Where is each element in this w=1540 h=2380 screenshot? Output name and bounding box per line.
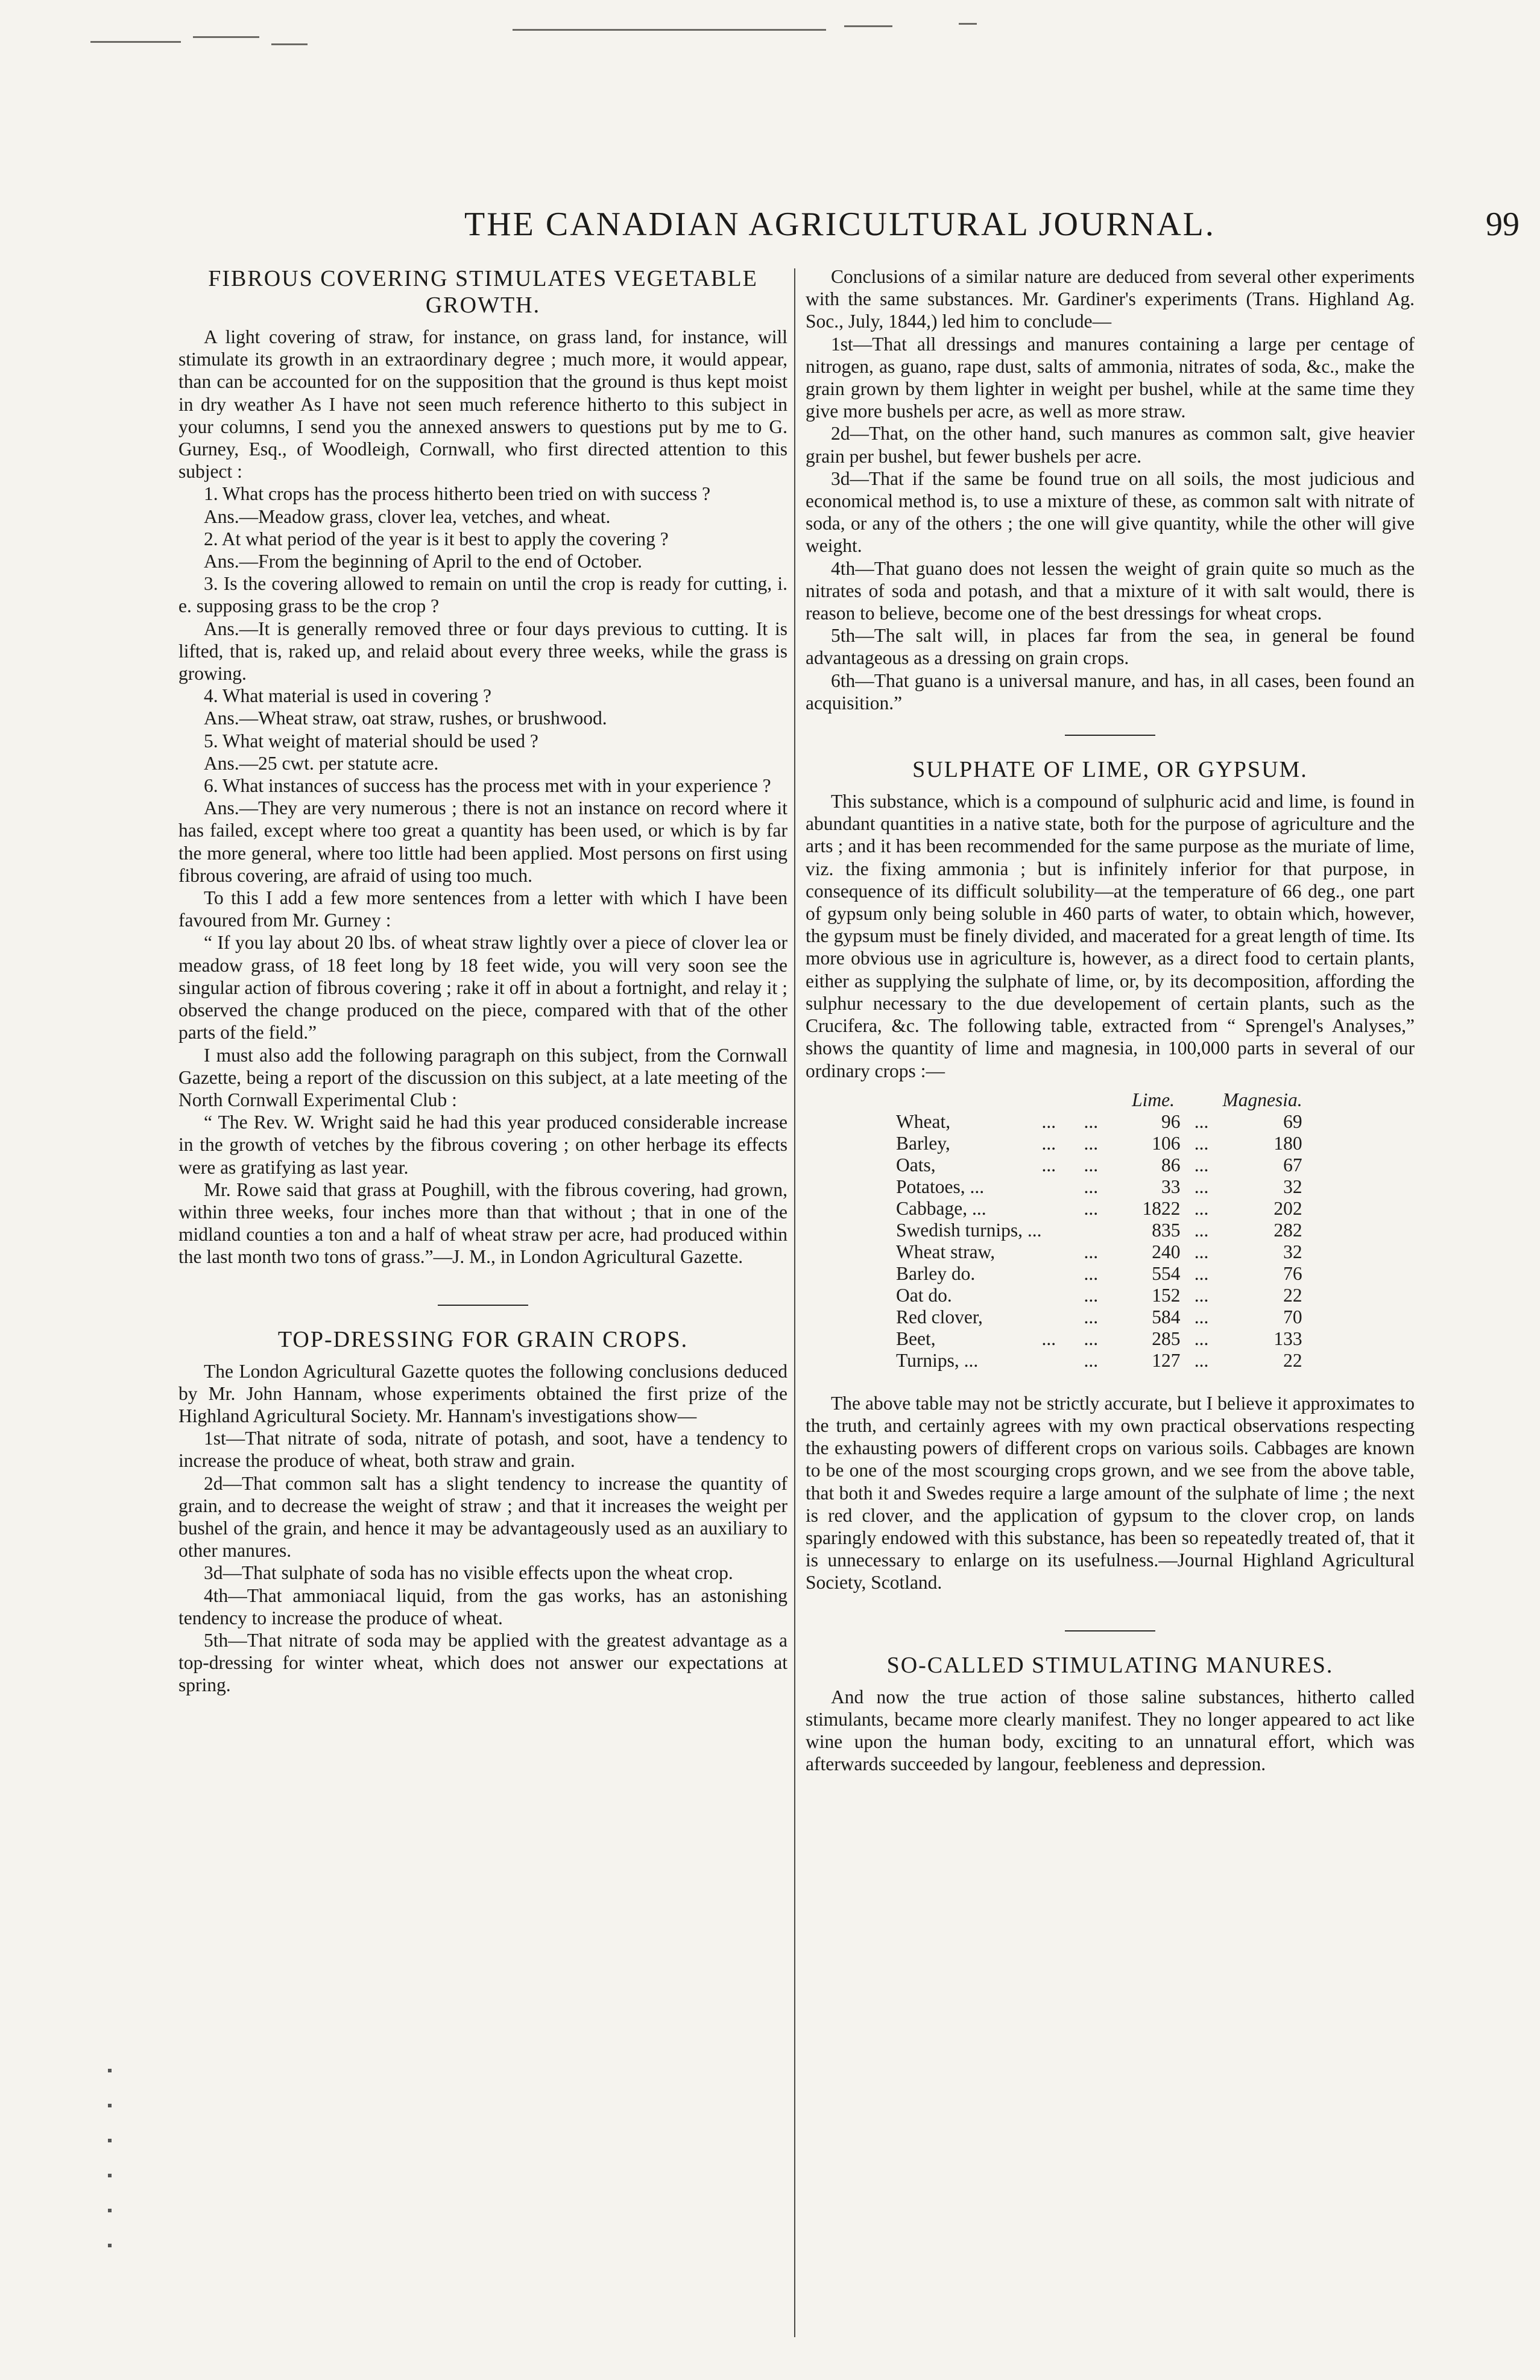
dot-leader: ... <box>1194 1349 1209 1371</box>
dot-leader: ... <box>1041 1328 1056 1349</box>
answer-1: Ans.—Meadow grass, clover lea, vetches, and wheat. <box>204 505 611 527</box>
stimulating-intro: And now the true action of those saline substances, hitherto called stimulants, became more clearly manifest. They no longer appeared to act like wine upon the human body, exciting to an unnatural effort, which was afterwards succeeded by langour, feebleness and depression. <box>806 1686 1415 1775</box>
dot-leader: ... <box>1194 1284 1209 1306</box>
lime-value: 584 <box>1152 1306 1181 1328</box>
magnesia-value: 282 <box>1273 1219 1302 1241</box>
running-head <box>175 205 1519 253</box>
question-1: 1. What crops has the process hitherto been tried on with success ? <box>204 483 711 505</box>
table-row <box>896 1241 1302 1263</box>
answer-4: Ans.—Wheat straw, oat straw, rushes, or brushwood. <box>204 707 607 729</box>
dot-leader: ... <box>1194 1197 1209 1219</box>
crop-name: Swedish turnips, ... <box>896 1219 1042 1241</box>
question-4: 4. What material is used in covering ? <box>204 685 492 707</box>
dot-leader: ... <box>1084 1154 1099 1176</box>
dot-leader <box>1042 1306 1084 1328</box>
crop-name: Potatoes, ... <box>896 1176 985 1197</box>
conclusions-intro: Conclusions of a similar nature are deduced from several other experiments with the same substances. Mr. Gardiner's experiments (Trans. Highland Ag. Soc., July, 1844,) led him to conclude— <box>806 266 1415 332</box>
table-row <box>896 1306 1302 1328</box>
dot-leader: ... <box>1084 1176 1099 1197</box>
dot-leader <box>1042 1220 1084 1241</box>
topdressing-point-2: 2d—That common salt has a slight tendency to increase the quantity of grain, and to decrease the weight of straw ; and that it increases the weight per bushel of the grain, and hence it may be advantageously used as an auxiliary to other manures. <box>178 1472 787 1562</box>
dot-leader: ... <box>1084 1306 1099 1328</box>
dot-leader: ... <box>1084 1328 1099 1349</box>
topdressing-point-4: 4th—That ammoniacal liquid, from the gas works, has an astonishing tendency to increase the produce of wheat. <box>178 1584 787 1628</box>
answer-6: Ans.—They are very numerous ; there is not an instance on record where it has failed, except where too great a quantity has been used, or which is by far the more general, where too little had been applied. Most persons on first using fibrous covering, are afraid of using too much. <box>178 797 787 886</box>
lime-value: 86 <box>1161 1154 1181 1176</box>
dot-leader: ... <box>1084 1132 1099 1154</box>
lime-column-header: Lime. <box>1132 1089 1175 1110</box>
magnesia-value: 70 <box>1283 1306 1302 1328</box>
dot-leader: ... <box>1084 1197 1099 1219</box>
magnesia-value: 69 <box>1283 1110 1302 1132</box>
crop-name: Turnips, ... <box>896 1349 979 1371</box>
answer-3: Ans.—It is generally removed three or four days previous to cutting. It is lifted, that is, raked up, and relaid about every three weeks, while the grass is growing. <box>178 618 787 685</box>
dot-leader: ... <box>1194 1176 1209 1197</box>
crop-name: Cabbage, ... <box>896 1197 986 1219</box>
gypsum-intro: This substance, which is a compound of sulphuric acid and lime, is found in abundant quantities in a native state, both for the purpose of agriculture and the arts ; and it has been recommended for the same purpose as the muriate of lime, viz. the fixing ammonia ; but is infinitely inferior for that purpose, in consequence of its difficult solubility—at the temperature of 66 deg., one part of gypsum only being soluble in 460 parts of water, to obtain which, however, the gypsum must be finely divided, and macerated for a great length of time. Its more obvious use in agriculture is, however, as a direct food to certain plants, either as supplying the sulphate of lime, or, by its decomposition, affording the sulphur necessary to the due developement of certain plants, such as the Crucifera, &c. The following table, extracted from “ Sprengel's Analyses,” shows the quantity of lime and magnesia, in 100,000 parts in several of our ordinary crops :— <box>806 791 1415 1081</box>
magnesia-value: 180 <box>1273 1132 1302 1154</box>
dot-leader: ... <box>1194 1241 1209 1262</box>
gazette-intro: I must also add the following paragraph on this subject, from the Cornwall Gazette, being a report of the discussion on this subject, at a late meeting of the North Cornwall Experimental Club : <box>178 1044 787 1110</box>
dot-leader: ... <box>1041 1132 1056 1154</box>
dot-leader: ... <box>1194 1262 1209 1284</box>
dot-leader: ... <box>1194 1328 1209 1349</box>
crop-name: Barley, <box>896 1132 950 1154</box>
dot-leader: ... <box>1084 1284 1099 1306</box>
table-row <box>896 1111 1302 1133</box>
journal-title: THE CANADIAN AGRICULTURAL JOURNAL. <box>464 206 1216 243</box>
magnesia-value: 22 <box>1283 1284 1302 1306</box>
table-row <box>896 1154 1302 1176</box>
dot-leader: ... <box>1084 1349 1099 1371</box>
magnesia-value: 133 <box>1273 1328 1302 1349</box>
table-row <box>896 1176 1302 1198</box>
topdressing-point-1: 1st—That nitrate of soda, nitrate of potash, and soot, have a tendency to increase the produce of wheat, both straw and grain. <box>178 1428 787 1472</box>
dot-leader: ... <box>1084 1241 1099 1262</box>
conclusion-6: 6th—That guano is a universal manure, and has, in all cases, been found an acquisition.” <box>806 669 1415 714</box>
crop-name: Wheat straw, <box>896 1241 996 1262</box>
magnesia-column-header: Magnesia. <box>1222 1089 1302 1110</box>
answer-2: Ans.—From the beginning of April to the end of October. <box>204 551 643 572</box>
wright-quote: “ The Rev. W. Wright said he had this year produced considerable increase in the growth of vetches by the fibrous covering ; on other herbage its effects were as gratifying as last year. <box>178 1112 787 1178</box>
table-row <box>896 1350 1302 1372</box>
dot-leader: ... <box>1041 1110 1056 1132</box>
table-row <box>896 1285 1302 1306</box>
lime-value: 106 <box>1152 1132 1181 1154</box>
lime-value: 240 <box>1152 1241 1181 1262</box>
margin-specks <box>106 2069 118 2358</box>
magnesia-value: 32 <box>1283 1176 1302 1197</box>
lime-magnesia-table <box>896 1089 1302 1372</box>
dot-leader: ... <box>1194 1154 1209 1176</box>
dot-leader <box>1042 1285 1084 1306</box>
gypsum-conclusion: The above table may not be strictly accurate, but I believe it approximates to the truth, and certainly agrees with my own practical observations respecting the exhausting powers of different crops on various soils. Cabbages are known to be one of the most scourging crops grown, and we see from the above table, that both it and Swedes require a large amount of the sulphate of lime ; the next is red clover, and the application of gypsum to the clover crop, on lands sparingly endowed with this substance, has been so repeatedly treated of, that it is unnecessary to enlarge on its usefulness.—Journal Highland Agricultural Society, Scotland. <box>806 1392 1415 1594</box>
question-3: 3. Is the covering allowed to remain on until the crop is ready for cutting, i. e. supposing grass to be the crop ? <box>178 573 787 617</box>
crop-name: Red clover, <box>896 1306 983 1328</box>
dot-leader: ... <box>1194 1132 1209 1154</box>
table-header-row <box>896 1089 1302 1111</box>
question-2: 2. At what period of the year is it best to apply the covering ? <box>204 528 669 549</box>
letter-intro: To this I add a few more sentences from a letter with which I have been favoured from Mr. Gurney : <box>178 887 787 931</box>
table-row <box>896 1328 1302 1350</box>
question-6: 6. What instances of success has the process met with in your experience ? <box>204 775 771 797</box>
rowe-quote: Mr. Rowe said that grass at Poughill, with the fibrous covering, had grown, within three weeks, four inches more than that without ; that in one of the midland counties a ton and a half of wheat straw per acre, had produced within the last month two tons of grass.”—J. M., in London Agricultural Gazette. <box>178 1179 787 1268</box>
crop-name: Oat do. <box>896 1284 952 1306</box>
magnesia-value: 22 <box>1283 1349 1302 1371</box>
topdressing-point-3: 3d—That sulphate of soda has no visible effects upon the wheat crop. <box>204 1562 733 1584</box>
lime-value: 1822 <box>1142 1197 1181 1219</box>
dot-leader: ... <box>1194 1306 1209 1328</box>
dot-leader <box>1042 1198 1084 1220</box>
dot-leader <box>1042 1350 1084 1372</box>
fibrous-intro: A light covering of straw, for instance, on grass land, for instance, will stimulate its growth in an extraordinary degree ; much more, it would appear, than can be accounted for on the supposition that the ground is thus kept moist in dry weather As I have not seen much reference hitherto to this subject in your columns, I send you the annexed answers to questions put by me to G. Gurney, Esq., of Woodleigh, Cornwall, who first directed attention to this subject : <box>178 326 787 483</box>
lime-value: 285 <box>1152 1328 1181 1349</box>
conclusion-3: 3d—That if the same be found true on all soils, the most judicious and economical method is, to use a mixture of these, as common salt with nitrate of soda, or any of the others ; the one will give quantity, while the other will give weight. <box>806 467 1415 557</box>
conclusion-2: 2d—That, on the other hand, such manures as common salt, give heavier grain per bushel, but fewer bushels per acre. <box>806 423 1415 467</box>
crop-name: Wheat, <box>896 1110 951 1132</box>
magnesia-value: 32 <box>1283 1241 1302 1262</box>
magnesia-value: 67 <box>1283 1154 1302 1176</box>
answer-5: Ans.—25 cwt. per statute acre. <box>204 752 439 774</box>
topdressing-intro: The London Agricultural Gazette quotes the following conclusions deduced by Mr. John Hannam, whose experiments obtained the first prize of the Highland Agricultural Society. Mr. Hannam's investigations show— <box>178 1360 787 1426</box>
lime-value: 96 <box>1161 1110 1181 1132</box>
conclusion-1: 1st—That all dressings and manures containing a large per centage of nitrogen, as guano, rape dust, salts of ammonia, nitrates of soda, &c., make the grain grown by them lighter in weight per bushel, while at the same time they give more bushels per acre, as well as more straw. <box>806 333 1415 422</box>
conclusion-4: 4th—That guano does not lessen the weight of grain quite so much as the nitrates of soda and potash, and that a mixture of it with salt would, there is reason to believe, become one of the best dressings for wheat crops. <box>806 557 1415 624</box>
dot-leader: ... <box>1194 1110 1209 1132</box>
dot-leader <box>1042 1263 1084 1285</box>
lime-value: 33 <box>1161 1176 1181 1197</box>
magnesia-value: 202 <box>1273 1197 1302 1219</box>
magnesia-value: 76 <box>1283 1262 1302 1284</box>
crop-name: Oats, <box>896 1154 936 1176</box>
crop-name: Barley do. <box>896 1262 976 1284</box>
dot-leader: ... <box>1084 1110 1099 1132</box>
table-row <box>896 1263 1302 1285</box>
dot-leader: ... <box>1194 1219 1209 1241</box>
scan-specks <box>72 18 1278 60</box>
dot-leader: ... <box>1041 1154 1056 1176</box>
letter-quote: “ If you lay about 20 lbs. of wheat straw lightly over a piece of clover lea or meadow grass, of 18 feet long by 18 feet wide, you will very soon see the singular action of fibrous covering ; rake it off in about a fortnight, and relay it ; observed the change produced on the piece, compared with that of the other parts of the field.” <box>178 932 787 1043</box>
table-row <box>896 1133 1302 1154</box>
fibrous-heading: FIBROUS COVERING STIMULATES VEGETABLE GROWTH. <box>208 266 758 318</box>
lime-value: 152 <box>1152 1284 1181 1306</box>
lime-value: 554 <box>1152 1262 1181 1284</box>
lime-value: 835 <box>1152 1219 1181 1241</box>
dot-leader <box>1042 1241 1084 1263</box>
table-row <box>896 1220 1302 1241</box>
crop-name: Beet, <box>896 1328 936 1349</box>
dot-leader: ... <box>1084 1262 1099 1284</box>
page-number: 99 <box>1486 206 1519 243</box>
column-divider <box>794 268 795 2337</box>
topdressing-point-5: 5th—That nitrate of soda may be applied with the greatest advantage as a top-dressing for winter wheat, which does not answer our expectations at spring. <box>178 1629 787 1696</box>
question-5: 5. What weight of material should be used ? <box>204 730 538 752</box>
lime-value: 127 <box>1152 1349 1181 1371</box>
topdressing-heading: TOP-DRESSING FOR GRAIN CROPS. <box>277 1326 689 1352</box>
gypsum-heading: SULPHATE OF LIME, OR GYPSUM. <box>912 757 1308 783</box>
conclusion-5: 5th—The salt will, in places far from the sea, in general be found advantageous as a dressing on grain crops. <box>806 625 1415 669</box>
dot-leader <box>1042 1176 1084 1198</box>
dot-leader <box>1084 1220 1126 1241</box>
left-column <box>178 265 787 1697</box>
table-row <box>896 1198 1302 1220</box>
right-column <box>806 265 1415 1775</box>
stimulating-heading: SO-CALLED STIMULATING MANURES. <box>886 1652 1334 1678</box>
